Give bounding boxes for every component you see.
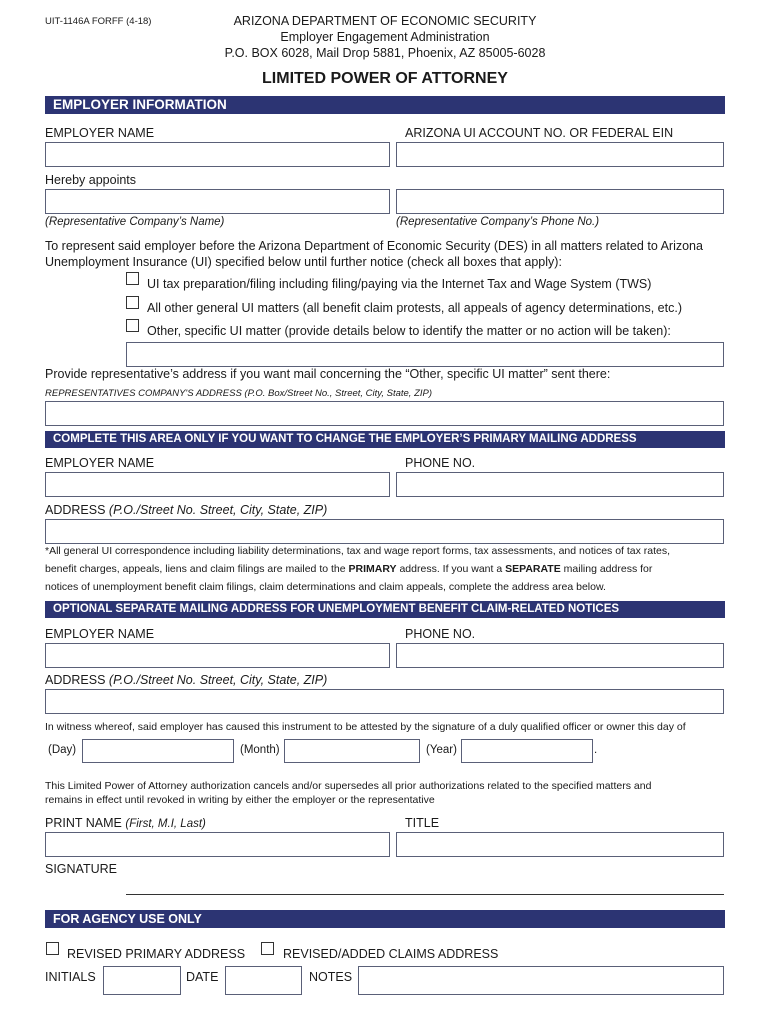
separate-emphasis: SEPARATE xyxy=(505,563,561,575)
print-name-label-text: PRINT NAME xyxy=(45,816,122,830)
separate-phone-input[interactable] xyxy=(396,643,724,668)
separate-address-input[interactable] xyxy=(45,689,724,714)
title-input[interactable] xyxy=(396,832,724,857)
month-label: (Month) xyxy=(240,744,280,756)
rep-address-label: REPRESENTATIVES COMPANY'S ADDRESS (P.O. Box/Street No., Street, City, State, ZIP) xyxy=(45,388,433,399)
specific-matter-details-input[interactable] xyxy=(126,342,724,367)
separate-address-hint: (P.O./Street No. Street, City, State, ZIP) xyxy=(108,673,328,687)
rep-phone-caption: (Representative Company’s Phone No.) xyxy=(396,216,600,228)
agency-address: P.O. BOX 6028, Mail Drop 5881, Phoenix, AZ 85005-6028 xyxy=(224,46,546,60)
print-name-input[interactable] xyxy=(45,832,390,857)
signature-label: SIGNATURE xyxy=(45,862,117,876)
specific-ui-matter-checkbox[interactable] xyxy=(126,319,139,332)
correspondence-note-line2: benefit charges, appeals, liens and claim filings are mailed to the PRIMARY address. If you want a SEPARATE mailing address for xyxy=(45,563,653,575)
date-label: DATE xyxy=(186,970,219,984)
separate-phone-label: PHONE NO. xyxy=(405,627,476,641)
account-number-label: ARIZONA UI ACCOUNT NO. OR FEDERAL EIN xyxy=(405,126,674,140)
form-code: UIT-1146A FORFF (4-18) xyxy=(45,16,152,27)
primary-phone-label: PHONE NO. xyxy=(405,456,476,470)
rep-name-caption: (Representative Company’s Name) xyxy=(45,216,225,228)
cancels-text-line1: This Limited Power of Attorney authorization cancels and/or supersedes all prior authorizations related to the specified matters and xyxy=(45,780,652,792)
cancels-text-line2: remains in effect until revoked in writing by either the employer or the representative xyxy=(45,794,435,806)
primary-employer-name-input[interactable] xyxy=(45,472,390,497)
tax-preparation-checkbox[interactable] xyxy=(126,272,139,285)
account-number-input[interactable] xyxy=(396,142,724,167)
revised-primary-checkbox[interactable] xyxy=(46,942,59,955)
witness-period: . xyxy=(594,744,598,756)
print-name-label xyxy=(45,816,206,830)
correspondence-note-line1: *All general UI correspondence including liability determinations, tax and wage report forms, tax assessments, and notices of tax rates, xyxy=(45,545,671,557)
section-primary-mailing: COMPLETE THIS AREA ONLY IF YOU WANT TO CHANGE THE EMPLOYER’S PRIMARY MAILING ADDRESS xyxy=(45,431,725,448)
title-label: TITLE xyxy=(405,816,440,830)
division-name: Employer Engagement Administration xyxy=(280,30,490,44)
page-title: LIMITED POWER OF ATTORNEY xyxy=(262,70,508,87)
specific-ui-matter-label: Other, specific UI matter (provide details below to identify the matter or no action will be taken): xyxy=(147,324,671,338)
primary-address-input[interactable] xyxy=(45,519,724,544)
separate-employer-name-input[interactable] xyxy=(45,643,390,668)
correspondence-note-line3: notices of unemployment benefit claim filings, claim determinations and claim appeals, complete the address area below. xyxy=(45,581,606,593)
represent-text-line1: To represent said employer before the Arizona Department of Economic Security (DES) in all matters related to Arizona xyxy=(45,239,703,253)
tax-preparation-label: UI tax preparation/filing including filing/paying via the Internet Tax and Wage System (TWS) xyxy=(147,277,652,291)
section-separate-mailing: OPTIONAL SEPARATE MAILING ADDRESS FOR UNEMPLOYMENT BENEFIT CLAIM-RELATED NOTICES xyxy=(45,601,725,618)
signature-line[interactable] xyxy=(126,894,724,895)
revised-claims-label: REVISED/ADDED CLAIMS ADDRESS xyxy=(283,947,499,961)
witness-text: In witness whereof, said employer has caused this instrument to be attested by the signature of a duly qualified officer or owner this day of xyxy=(45,721,686,733)
initials-label: INITIALS xyxy=(45,970,96,984)
revised-primary-label: REVISED PRIMARY ADDRESS xyxy=(67,947,246,961)
primary-address-hint: (P.O./Street No. Street, City, State, ZIP) xyxy=(108,503,328,517)
primary-address-label-text: ADDRESS xyxy=(45,503,106,517)
general-ui-matters-label: All other general UI matters (all benefit claim protests, all appeals of agency determinations, etc.) xyxy=(147,301,682,315)
primary-employer-name-label: EMPLOYER NAME xyxy=(45,456,155,470)
rep-company-phone-input[interactable] xyxy=(396,189,724,214)
initials-input[interactable] xyxy=(103,966,181,995)
day-input[interactable] xyxy=(82,739,234,763)
section-agency-use: FOR AGENCY USE ONLY xyxy=(45,910,725,928)
notes-input[interactable] xyxy=(358,966,724,995)
month-input[interactable] xyxy=(284,739,420,763)
revised-claims-checkbox[interactable] xyxy=(261,942,274,955)
employer-name-input[interactable] xyxy=(45,142,390,167)
print-name-hint: (First, M.I, Last) xyxy=(125,818,206,830)
employer-name-label: EMPLOYER NAME xyxy=(45,126,155,140)
rep-company-name-input[interactable] xyxy=(45,189,390,214)
general-ui-matters-checkbox[interactable] xyxy=(126,296,139,309)
rep-address-input[interactable] xyxy=(45,401,724,426)
represent-text-line2: Unemployment Insurance (UI) specified below until further notice (check all boxes that apply): xyxy=(45,255,562,269)
separate-address-label xyxy=(45,673,327,687)
date-input[interactable] xyxy=(225,966,302,995)
primary-phone-input[interactable] xyxy=(396,472,724,497)
primary-emphasis: PRIMARY xyxy=(348,563,397,575)
separate-address-label-text: ADDRESS xyxy=(45,673,106,687)
agency-name: ARIZONA DEPARTMENT OF ECONOMIC SECURITY xyxy=(233,14,537,28)
provide-address-text: Provide representative’s address if you want mail concerning the “Other, specific UI matter” sent there: xyxy=(45,367,611,381)
year-label: (Year) xyxy=(426,744,457,756)
year-input[interactable] xyxy=(461,739,593,763)
hereby-appoints-label: Hereby appoints xyxy=(45,173,137,187)
separate-employer-name-label: EMPLOYER NAME xyxy=(45,627,155,641)
primary-address-label xyxy=(45,503,327,517)
day-label: (Day) xyxy=(48,744,77,756)
notes-label: NOTES xyxy=(309,970,353,984)
section-employer-information: EMPLOYER INFORMATION xyxy=(45,96,725,114)
